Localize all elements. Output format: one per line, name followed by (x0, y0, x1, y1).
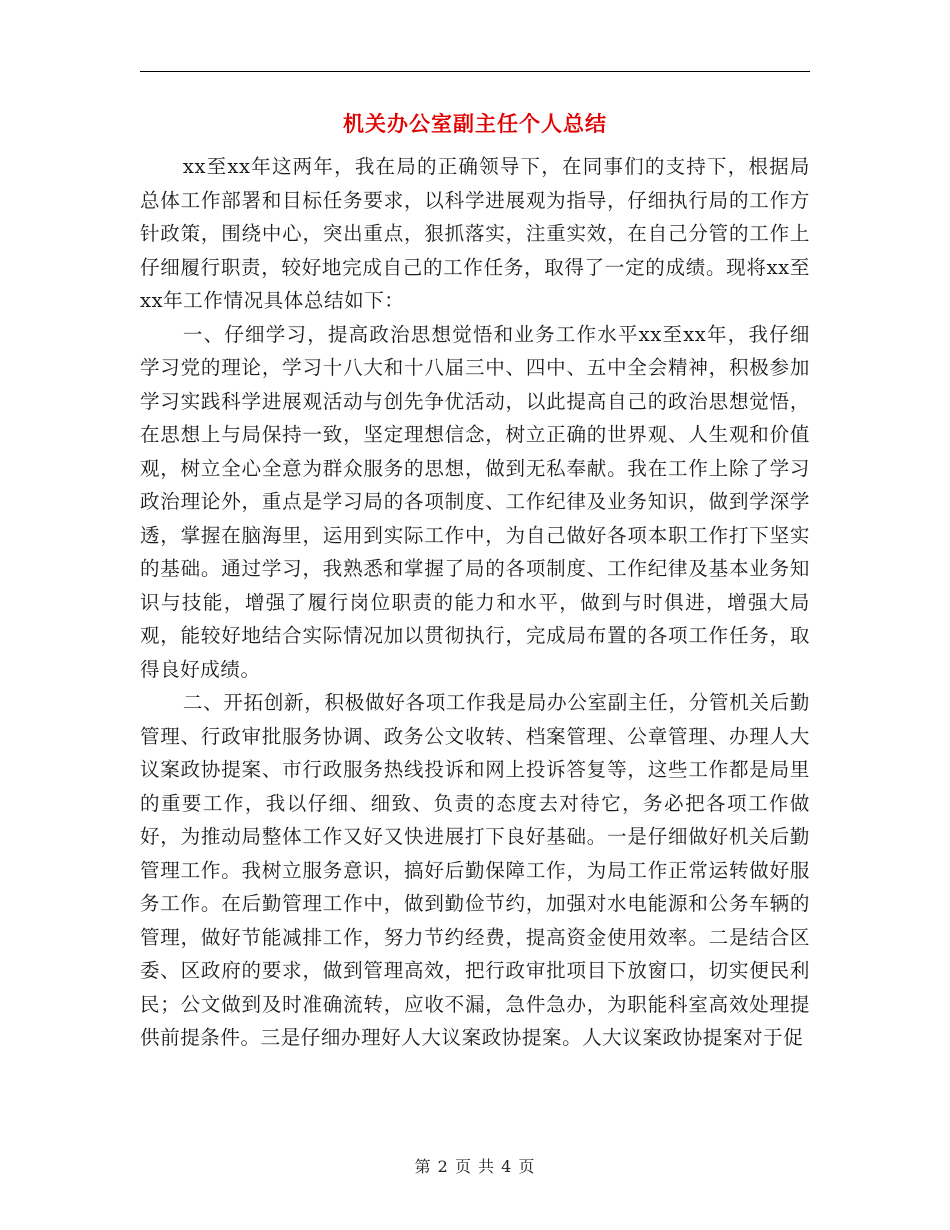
paragraph-intro: xx至xx年这两年，我在局的正确领导下，在同事们的支持下，根据局总体工作部署和目标任务要求，以科学进展观为指导，仔细执行局的工作方针政策，围绕中心，突出重点，狠抓落实，注重实效，在自己分管的工作上仔细履行职责，较好地完成自己的工作任务，取得了一定的成绩。现将xx至xx年工作情况具体总结如下： (140, 155, 810, 312)
page-number: 第 2 页 共 4 页 (414, 1157, 536, 1176)
document-title: 机关办公室副主任个人总结 (343, 112, 607, 136)
document-body (140, 150, 810, 1055)
header-rule (140, 71, 810, 72)
paragraph-section-1: 一、仔细学习，提高政治思想觉悟和业务工作水平xx至xx年，我仔细学习党的理论，学习十八大和十八届三中、四中、五中全会精神，积极参加学习实践科学进展观活动与创先争优活动，以此提高自己的政治思想觉悟，在思想上与局保持一致，坚定理想信念，树立正确的世界观、人生观和价值观，树立全心全意为群众服务的思想，做到无私奉献。我在工作上除了学习政治理论外，重点是学习局的各项制度、工作纪律及业务知识，做到学深学透，掌握在脑海里，运用到实际工作中，为自己做好各项本职工作打下坚实的基础。通过学习，我熟悉和掌握了局的各项制度、工作纪律及基本业务知识与技能，增强了履行岗位职责的能力和水平，做到与时俱进，增强大局观，能较好地结合实际情况加以贯彻执行，完成局布置的各项工作任务，取得良好成绩。 (140, 322, 810, 681)
paragraph-section-2: 二、开拓创新，积极做好各项工作我是局办公室副主任，分管机关后勤管理、行政审批服务协调、政务公文收转、档案管理、公章管理、办理人大议案政协提案、市行政服务热线投诉和网上投诉答复等，这些工作都是局里的重要工作，我以仔细、细致、负责的态度去对待它，务必把各项工作做好，为推动局整体工作又好又快进展打下良好基础。一是仔细做好机关后勤管理工作。我树立服务意识，搞好后勤保障工作，为局工作正常运转做好服务工作。在后勤管理工作中，做到勤俭节约，加强对水电能源和公务车辆的管理，做好节能减排工作，努力节约经费，提高资金使用效率。二是结合区委、区政府的要求，做到管理高效，把行政审批项目下放窗口，切实便民利民；公文做到及时准确流转，应收不漏，急件急办，为职能科室高效处理提供前提条件。三是仔细办理好人大议案政协提案。人大议案政协提案对于促 (140, 691, 810, 1049)
